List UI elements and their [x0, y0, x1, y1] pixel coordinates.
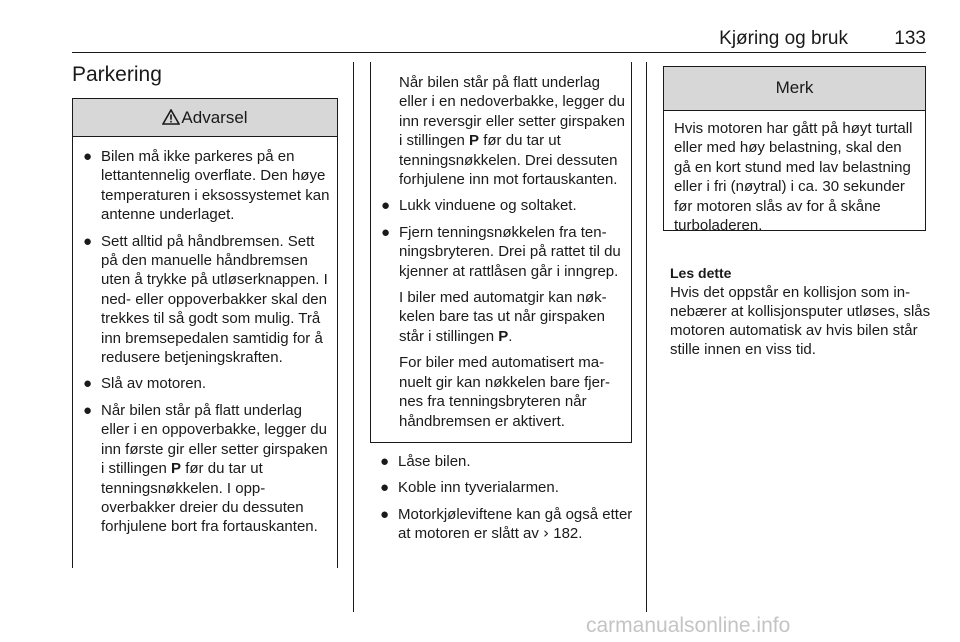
paragraph: I biler med automatgir kan nøkkelen bare tas ut når girspaken står i stillingen P.: [399, 289, 607, 345]
read-this-text: Hvis det oppstår en kollisjon som innebærer at kollisjonsputer utløses, slås motoren automatisk av hvis bilen står stille innen en viss tid.: [670, 284, 931, 358]
list-item-text: Når bilen står på flatt underlag eller i en oppoverbakke, legger du inn første gir eller setter girspaken i stillingen P før du tar ut tenningsnøkkelen. I oppoverbakker dreier du dessuten forhjulene bort fra fortauskanten.: [101, 401, 328, 536]
warning-continued-body: [371, 62, 631, 431]
bullet: ●: [83, 148, 93, 165]
warning-box-continued: [370, 62, 632, 443]
list-item: [370, 478, 640, 497]
list-item: [73, 374, 331, 393]
list-item-text: Fjern tenningsnøkkelen fra tenningsbryteren. Drei på rattet til du kjenner at rattlåsen går i inngrep.: [399, 223, 621, 280]
warning-triangle-icon: [162, 109, 180, 125]
note-heading: Merk: [664, 67, 925, 111]
list-item: [370, 505, 640, 544]
warning-box: [72, 98, 338, 568]
bullet: ●: [83, 401, 93, 419]
chapter-title: Kjøring og bruk: [719, 28, 848, 49]
page-reference-arrow-icon: ›: [543, 524, 550, 543]
list-item-text: Lukk vinduene og soltaket.: [399, 197, 577, 215]
note-text: Hvis motoren har gått på høyt turtall eller med høy belastning, skal den gå en kort stund med lav belastning eller i fri (nøytral) i ca. 30 sekunder før motoren slås av for å skåne turboladeren.: [674, 120, 913, 235]
section-title: Parkering: [72, 63, 162, 86]
list-item-text: Bilen må ikke parkeres på en lettantennelig overflate. Den høye temperaturen i eksossystemet kan antenne underlaget.: [101, 148, 330, 224]
list-item: [371, 196, 625, 215]
paragraph: Når bilen står på flatt underlag eller i en nedoverbakke, legger du inn reversgir eller setter girspaken i stillingen P før du tar ut tenningsnøkkelen. Drei dessuten forhjulene inn mot fortauskanten.: [399, 74, 625, 189]
list-item: [73, 401, 331, 537]
list-item: [370, 452, 640, 471]
page-number: 133: [894, 28, 926, 49]
bullet: ●: [380, 479, 390, 497]
warning-body: [73, 137, 337, 537]
list-item: [73, 147, 331, 225]
watermark: carmanualsonline.info: [586, 614, 791, 637]
list-item-text: Sett alltid på håndbremsen. Sett på den manuelle håndbremsen uten å trykke på utløserknappen. I ned- eller oppoverbakker skal den trekkes til så godt som mulig. Trå inn bremsepedalen samtidig for å redusere betjeningskraften.: [101, 232, 328, 367]
bullet: ●: [83, 375, 93, 393]
list-item: [371, 223, 625, 281]
page-reference-link[interactable]: 182.: [549, 525, 583, 543]
list-item-text: Slå av motoren.: [101, 375, 207, 393]
bullet: ●: [381, 223, 391, 241]
column-divider: [353, 62, 354, 612]
list-item-text: Motorkjøleviftene kan gå også etter at motoren er slått av › 182.: [398, 505, 633, 543]
read-this-heading: Les dette: [670, 265, 732, 281]
note-box: [663, 66, 926, 235]
middle-list: [370, 452, 640, 551]
list-item: [73, 232, 331, 368]
warning-heading: [73, 99, 337, 137]
page-header: [72, 26, 926, 53]
list-item-text: Koble inn tyverialarmen.: [398, 479, 559, 497]
bullet: ●: [380, 453, 390, 470]
bullet: ●: [83, 232, 93, 250]
paragraph: For biler med automatisert manuelt gir kan nøkkelen bare fjernes fra tenningsbryteren når håndbremsen er aktivert.: [399, 354, 610, 430]
bullet: ●: [381, 197, 391, 215]
read-this-section: [670, 264, 932, 359]
list-item-text: Låse bilen.: [398, 453, 471, 470]
warning-heading-label: Advarsel: [181, 108, 248, 127]
bullet: ●: [380, 505, 390, 523]
column-divider: [646, 62, 647, 612]
